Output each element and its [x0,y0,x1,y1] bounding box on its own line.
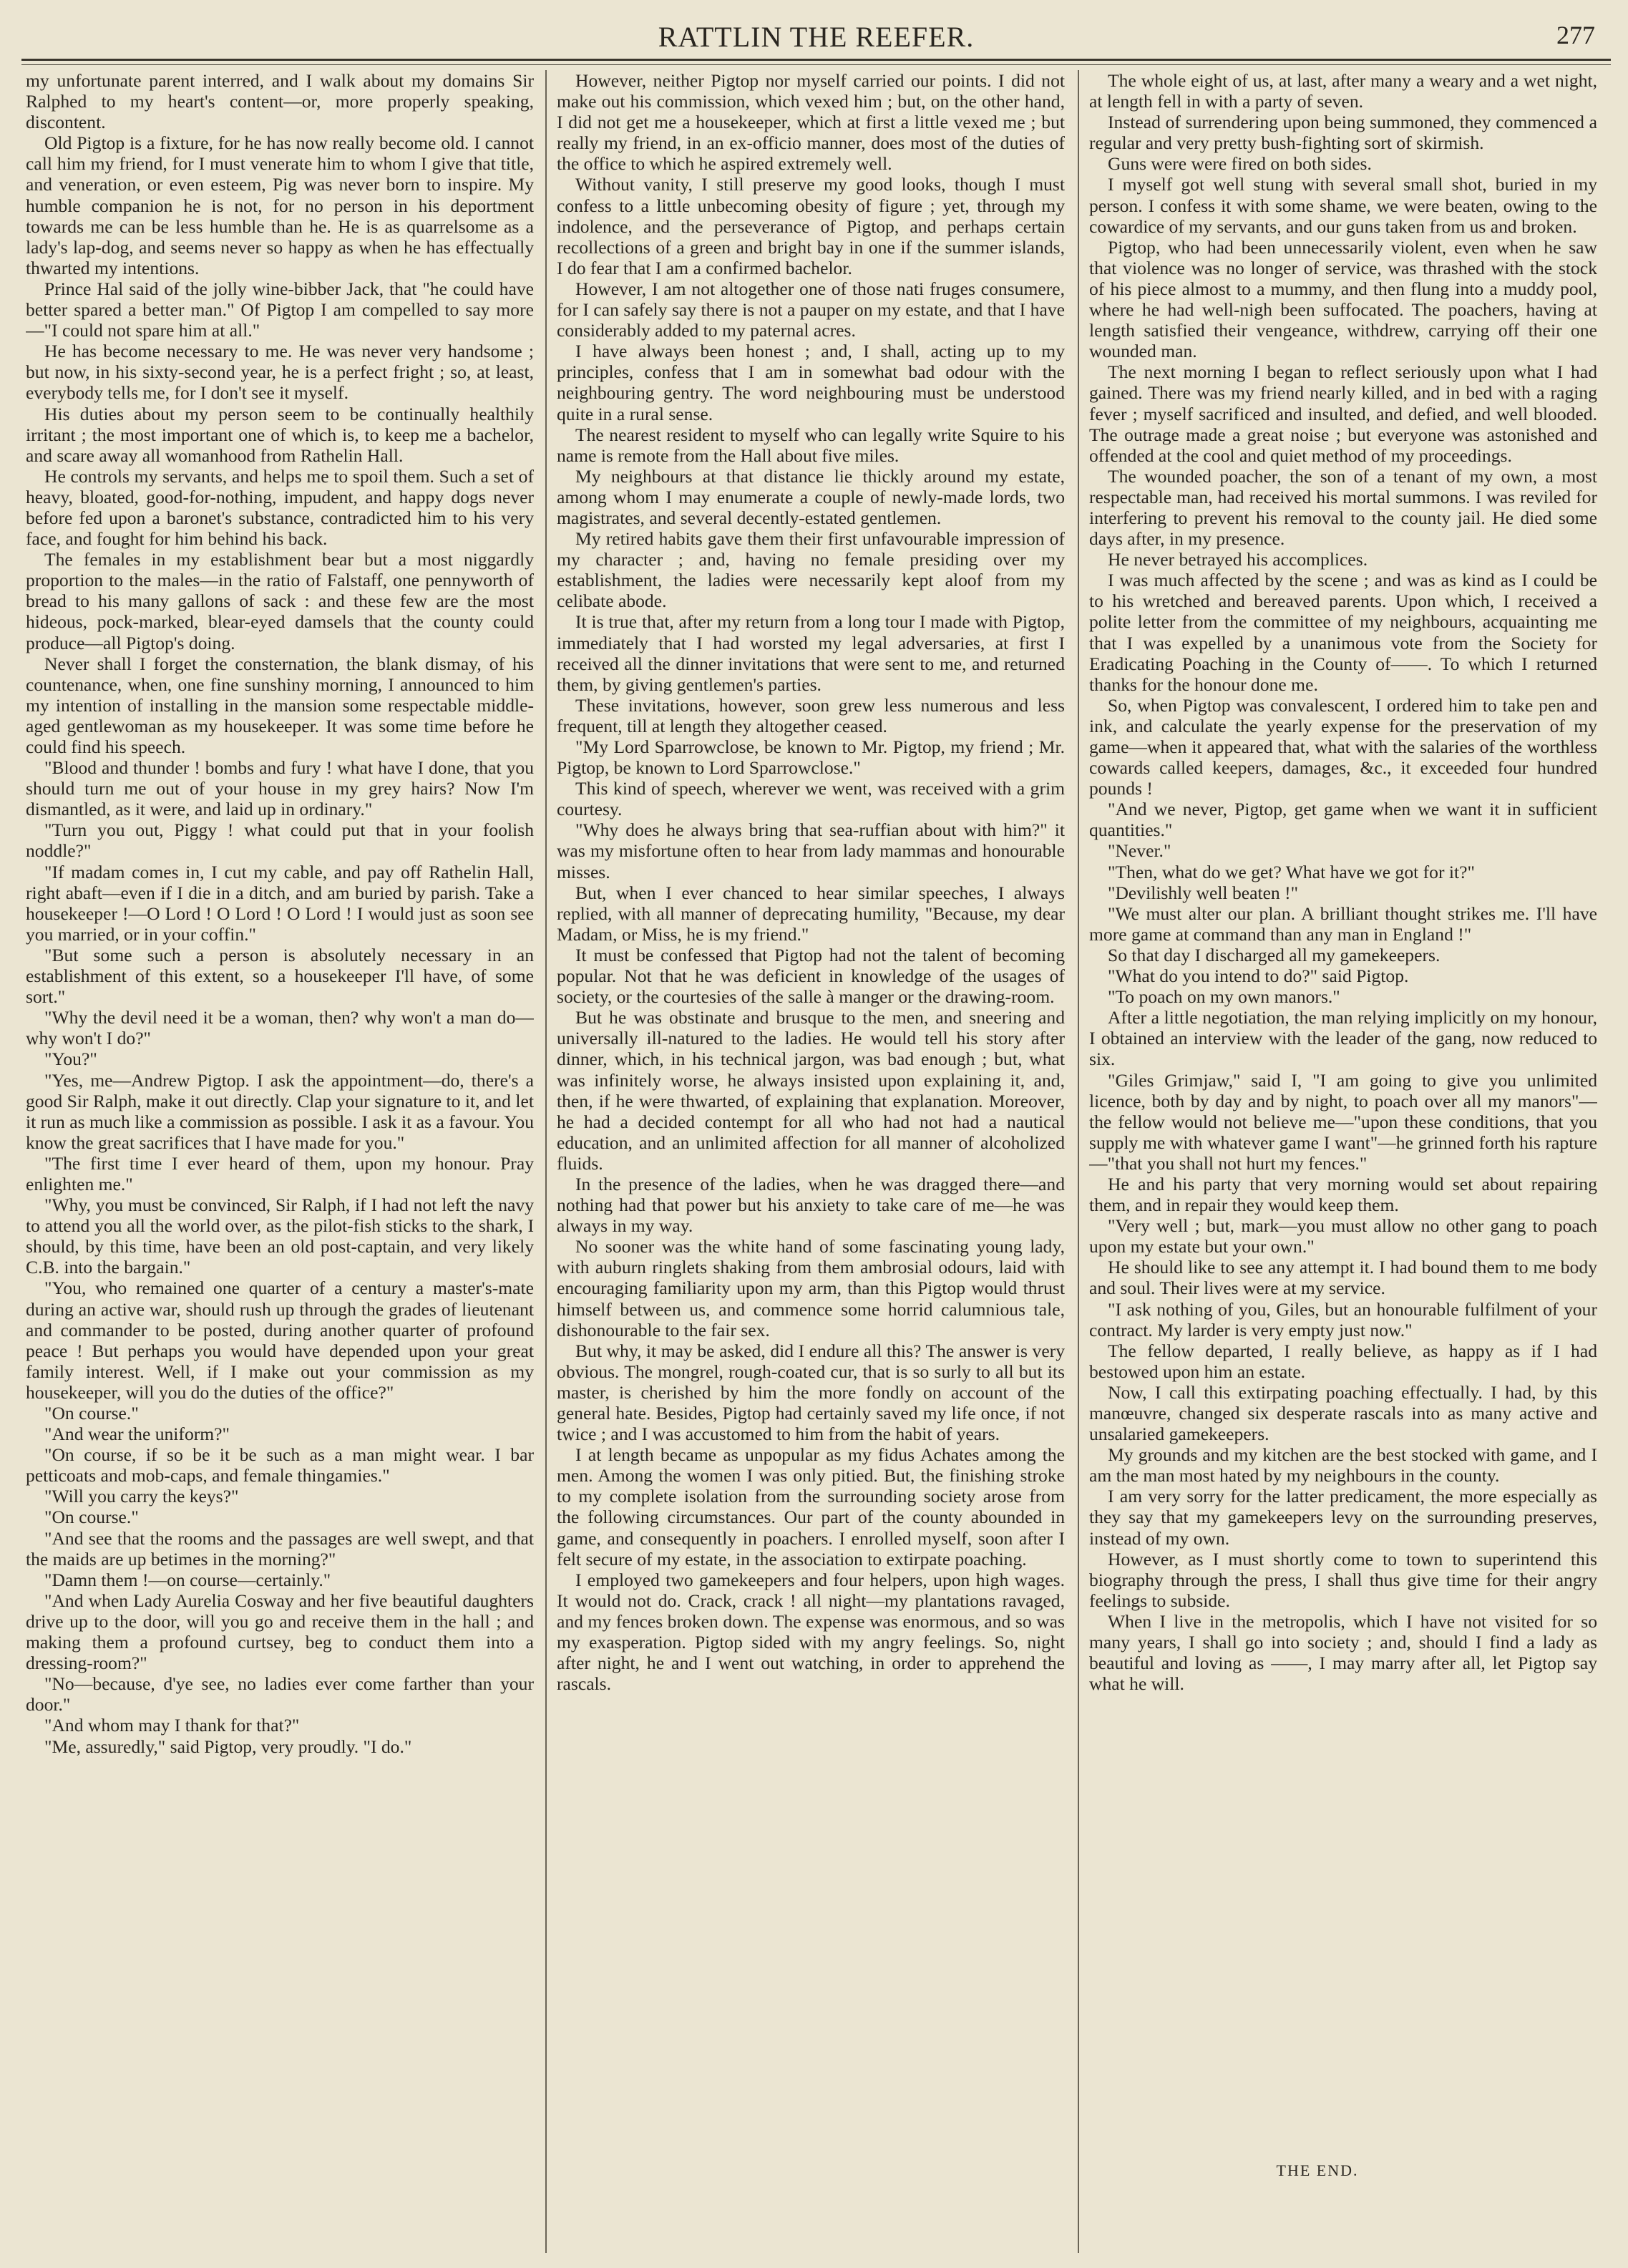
paragraph: I was much affected by the scene ; and was as kind as I could be to his wretched and bereaved parents. Upon which, I received a polite letter from the committee of my neighbours, acquainting me that I was expelled by a unanimous vote from the Society for Eradicating Poaching in the County of——. To which I returned thanks for the honour done me. [1089,570,1597,695]
column-2 [557,70,1065,2253]
paragraph: I at length became as unpopular as my fidus Achates among the men. Among the women I was only pitied. But, the finishing stroke to my complete isolation from the surrounding society arose from the following circumstances. Our part of the county abounded in game, and consequently in poachers. I enrolled myself, soon after I felt secure of my estate, in the association to extirpate poaching. [557,1444,1065,1569]
paragraph: However, neither Pigtop nor myself carried our points. I did not make out his commission, which vexed him ; but, on the other hand, I did not get me a housekeeper, which at first a little vexed me ; but really my friend, in an ex-officio manner, does most of the duties of the office to which he aspired extremely well. [557,70,1065,175]
paragraph: However, as I must shortly come to town to superintend this biography through the press, I shall thus give time for their angry feelings to subside. [1089,1548,1597,1611]
paragraph: But why, it may be asked, did I endure all this? The answer is very obvious. The mongrel, rough-coated cur, that is so surly to all but its master, is cherished by him the more fondly on account of the general hate. Besides, Pigtop had certainly saved my life once, if not twice ; and I was accustomed to him from the habit of years. [557,1340,1065,1445]
paragraph: The nearest resident to myself who can legally write Squire to his name is remote from the Hall about five miles. [557,424,1065,466]
paragraph: "Turn you out, Piggy ! what could put that in your foolish noddle?" [26,819,534,862]
paragraph: But he was obstinate and brusque to the men, and sneering and universally ill-natured to the ladies. He would tell his story after dinner, which, in his technical jargon, was bad enough ; but, what was infinitely worse, he always insisted upon explaining it, and, then, if he were thwarted, of explaining that explanation. Moreover, he had a decided contempt for all who had not had a nautical education, and an unlimited affection for all manner of alcoholized fluids. [557,1007,1065,1174]
paragraph: The next morning I began to reflect seriously upon what I had gained. There was my friend nearly killed, and in bed with a raging fever ; myself sacrificed and insulted, and defied, and well blooded. The outrage made a great noise ; but everyone was astonished and offended at the cool and quiet method of my proceedings. [1089,361,1597,466]
paragraph: The females in my establishment bear but a most niggardly proportion to the males—in the ratio of Falstaff, one pennyworth of bread to his many gallons of sack : and these few are the most hideous, pock-marked, blear-eyed damsels that the county could produce—all Pigtop's doing. [26,549,534,653]
paragraph: He has become necessary to me. He was never very handsome ; but now, in his sixty-second year, he is a perfect fright ; so, at least, everybody tells me, for I don't see it myself. [26,341,534,404]
end-mark: THE END. [1276,2161,1359,2179]
paragraph: Pigtop, who had been unnecessarily violent, even when he saw that violence was no longer of service, was thrashed with the stock of his piece almost to a mummy, and then flung into a muddy pool, where he had well-nigh been suffocated. The poachers, having at length satisfied their vengeance, withdrew, carrying off their one wounded man. [1089,236,1597,362]
paragraph: The fellow departed, I really believe, as happy as if I had bestowed upon him an estate. [1089,1340,1597,1382]
paragraph: "Never." [1108,840,1171,862]
paragraph: It must be confessed that Pigtop had not the talent of becoming popular. Not that he was deficient in knowledge of the usages of society, or the courtesies of the salle à manger or the drawing-room. [557,944,1065,1008]
paragraph: "Why, you must be convinced, Sir Ralph, if I had not left the navy to attend you all the world over, as the pilot-fish sticks to the shark, I should, by this time, have been an old post-captain, and very likely C.B. into the bargain." [26,1194,534,1278]
paragraph: But, when I ever chanced to hear similar speeches, I always replied, with all manner of deprecating humility, "Because, my dear Madam, or Miss, he is my friend." [557,882,1065,945]
paragraph: "You?" [44,1048,97,1070]
paragraph: Without vanity, I still preserve my good looks, though I must confess to a little unbecoming obesity of figure ; yet, through my indolence, and the perseverance of Pigtop, and perhaps certain recollections of a green and bright bay in one if the summer islands, I do fear that I am a confirmed bachelor. [557,174,1065,278]
paragraph: "And we never, Pigtop, get game when we want it in sufficient quantities." [1089,799,1597,841]
paragraph: "But some such a person is absolutely necessary in an establishment of this extent, so a housekeeper I'll have, of some sort." [26,944,534,1008]
paragraph: Prince Hal said of the jolly wine-bibber Jack, that "he could have better spared a better man." Of Pigtop I am compelled to say more—"I could not spare him at all." [26,278,534,341]
paragraph: Instead of surrendering upon being summoned, they commenced a regular and very pretty bush-fighting sort of skirmish. [1089,112,1597,154]
paragraph: He never betrayed his accomplices. [1108,549,1368,570]
paragraph: My retired habits gave them their first unfavourable impression of my character ; and, having no female presiding over my establishment, the ladies were necessarily kept aloof from my celibate abode. [557,528,1065,612]
page-number: 277 [1556,21,1595,49]
paragraph: "Then, what do we get? What have we got for it?" [1108,861,1475,882]
paragraph: I employed two gamekeepers and four helpers, upon high wages. It would not do. Crack, crack ! all night—my plantations ravaged, and my fences broken down. The expense was enormous, and so was my exasperation. Pigtop sided with my angry feelings. So, night after night, he and I went out watching, in order to apprehend the rascals. [557,1569,1065,1695]
paragraph: Guns were were fired on both sides. [1108,153,1372,175]
paragraph: "And when Lady Aurelia Cosway and her five beautiful daughters drive up to the door, will you go and receive them in the hall ; and making them a profound curtsey, beg to conduct them into a dressing-room?" [26,1590,534,1674]
paragraph: "No—because, d'ye see, no ladies ever come farther than your door." [26,1673,534,1715]
paragraph: "On course." [44,1403,139,1423]
text-columns [26,70,1604,2253]
paragraph: So, when Pigtop was convalescent, I ordered him to take pen and ink, and calculate the yearly expense for the preservation of my game—when it appeared that, what with the salaries of the worthless cowards called keepers, damages, &c., it exceeded four hundred pounds ! [1089,694,1597,799]
paragraph: He should like to see any attempt it. I had bound them to me body and soul. Their lives were at my service. [1089,1257,1597,1299]
paragraph: "And wear the uniform?" [44,1423,230,1445]
paragraph: This kind of speech, wherever we went, was received with a grim courtesy. [557,778,1065,820]
paragraph: "You, who remained one quarter of a century a master's-mate during an active war, should rush up through the grades of lieutenant and commander to be posted, during another quarter of profound peace ! But perhaps you would have depended upon your great family interest. Well, if I make out your commission as my housekeeper, will you do the duties of the office?" [26,1277,534,1403]
paragraph: "Why does he always bring that sea-ruffian about with him?" it was my misfortune often to hear from lady mammas and honourable misses. [557,819,1065,882]
paragraph: "Very well ; but, mark—you must allow no other gang to poach upon my estate but your own." [1089,1215,1597,1257]
paragraph: When I live in the metropolis, which I have not visited for so many years, I shall go into society ; and, should I find a lady as beautiful and loving as ——, I may marry after all, let Pigtop say what he will. [1089,1610,1597,1695]
header-rule-thin [21,64,1611,65]
paragraph: After a little negotiation, the man relying implicitly on my honour, I obtained an interview with the leader of the gang, now reduced to six. [1089,1007,1597,1070]
page-header [21,19,1611,57]
paragraph: My grounds and my kitchen are the best stocked with game, and I am the man most hated by my neighbours in the county. [1089,1444,1597,1486]
column-divider [1078,70,1079,2253]
paragraph: "Blood and thunder ! bombs and fury ! what have I done, that you should turn me out of your house in my grey hairs? Now I'm dismantled, as it were, and laid up in ordinary." [26,757,534,820]
paragraph: The whole eight of us, at last, after many a weary and a wet night, at length fell in with a party of seven. [1089,70,1597,112]
paragraph: "I ask nothing of you, Giles, but an honourable fulfilment of your contract. My larder is very empty just now." [1089,1298,1597,1340]
paragraph: These invitations, however, soon grew less numerous and less frequent, till at length they altogether ceased. [557,694,1065,736]
paragraph: "Damn them !—on course—certainly." [44,1569,331,1590]
paragraph: "If madam comes in, I cut my cable, and pay off Rathelin Hall, right abaft—even if I die in a ditch, and am buried by parish. Take a housekeeper !—O Lord ! O Lord ! O Lord ! I would just as soon see you married, or in your coffin." [26,861,534,945]
paragraph: "Why the devil need it be a woman, then? why won't a man do—why won't I do?" [26,1007,534,1049]
paragraph: In the presence of the ladies, when he was dragged there—and nothing had that power but his anxiety to take care of me—he was always in my way. [557,1173,1065,1237]
paragraph: I have always been honest ; and, I shall, acting up to my principles, confess that I am in somewhat bad odour with the neighbouring gentry. The word neighbouring must be understood quite in a rural sense. [557,341,1065,424]
running-title: RATTLIN THE REEFER. [658,21,975,53]
paragraph: "On course, if so be it be such as a man might wear. I bar petticoats and mob-caps, and female thingamies." [26,1444,534,1486]
paragraph: No sooner was the white hand of some fascinating young lady, with auburn ringlets shaking from them ambrosial odours, laid with encouraging familiarity upon my arm, than this Pigtop would thrust himself between us, and commence some horrid calumnious tale, dishonourable to the fair sex. [557,1236,1065,1340]
paragraph: "My Lord Sparrowclose, be known to Mr. Pigtop, my friend ; Mr. Pigtop, be known to Lord Sparrowclose." [557,736,1065,779]
column-1 [26,70,534,2253]
paragraph: "Yes, me—Andrew Pigtop. I ask the appointment—do, there's a good Sir Ralph, make it out directly. Clap your signature to it, and let it run as much like a commission as possible. I ask it as a favour. You know the great sacrifices that I have made for you." [26,1069,534,1153]
paragraph: However, I am not altogether one of those nati fruges consumere, for I can safely say there is not a pauper on my estate, and that I have considerably added to my paternal acres. [557,278,1065,341]
paragraph: It is true that, after my return from a long tour I made with Pigtop, immediately that I had worsted my legal adversaries, at first I received all the dinner invitations that were sent to me, and returned them, by giving gentlemen's parties. [557,611,1065,695]
paragraph: He controls my servants, and helps me to spoil them. Such a set of heavy, bloated, good-for-nothing, impudent, and happy dogs never before fed upon a baronet's substance, contradicted him to his very face, and fought for him behind his back. [26,465,534,550]
paragraph: "Giles Grimjaw," said I, "I am going to give you unlimited licence, both by day and by night, to poach over all my manors"—the fellow would not believe me—"upon these conditions, that you supply me with whatever game I want"—he grinned forth his rapture—"that you shall not hurt my fences." [1089,1069,1597,1174]
paragraph: "We must alter our plan. A brilliant thought strikes me. I'll have more game at command than any man in England !" [1089,902,1597,945]
header-rule [21,59,1611,61]
paragraph: I am very sorry for the latter predicament, the more especially as they say that my gamekeepers levy on the surrounding preserves, instead of my own. [1089,1486,1597,1549]
paragraph: I myself got well stung with several small shot, buried in my person. I confess it with some shame, we were beaten, owing to the cowardice of my servants, and our guns taken from us and broken. [1089,174,1597,237]
paragraph: "And whom may I thank for that?" [44,1715,300,1736]
paragraph: Never shall I forget the consternation, the blank dismay, of his countenance, when, one fine sunshiny morning, I announced to him my intention of installing in the mansion some respectable middle-aged gentlewoman as my housekeeper. It was some time before he could find his speech. [26,653,534,757]
paragraph: "Devilishly well beaten !" [1108,882,1299,903]
paragraph: The wounded poacher, the son of a tenant of my own, a most respectable man, had received his mortal summons. I was reviled for interfering to prevent his removal to the county jail. He died some days after, in my presence. [1089,465,1597,550]
column-3 [1089,70,1597,2253]
paragraph: "Will you carry the keys?" [44,1486,239,1507]
paragraph: Old Pigtop is a fixture, for he has now really become old. I cannot call him my friend, for I must venerate him to whom I give that title, and veneration, or even esteem, Pig was never born to inspire. My humble companion he is not, for no person in his deportment towards me can be less humble than he. He is as quarrelsome as a lady's lap-dog, and seems never so happy as when he has effectually thwarted my intentions. [26,132,534,278]
paragraph: Now, I call this extirpating poaching effectually. I had, by this manœuvre, changed six desperate rascals into as many active and unsalaried gamekeepers. [1089,1381,1597,1445]
paragraph: He and his party that very morning would set about repairing them, and in repair they would keep them. [1089,1173,1597,1216]
paragraph: "To poach on my own manors." [1108,986,1340,1008]
column-divider [545,70,547,2253]
paragraph: My neighbours at that distance lie thickly around my estate, among whom I may enumerate a couple of newly-made lords, two magistrates, and several decently-estated gentlemen. [557,465,1065,528]
paragraph: "And see that the rooms and the passages are well swept, and that the maids are up betimes in the morning?" [26,1527,534,1569]
paragraph: "On course." [44,1507,139,1528]
paragraph: So that day I discharged all my gamekeepers. [1108,944,1441,965]
paragraph: "The first time I ever heard of them, upon my honour. Pray enlighten me." [26,1152,534,1194]
paragraph: my unfortunate parent interred, and I walk about my domains Sir Ralphed to my heart's content—or, more properly speaking, discontent. [26,70,534,133]
paragraph: "What do you intend to do?" said Pigtop. [1108,965,1409,987]
paragraph: "Me, assuredly," said Pigtop, very proudly. "I do." [44,1736,412,1757]
paragraph: His duties about my person seem to be continually healthily irritant ; the most important one of which is, to keep me a bachelor, and scare away all womanhood from Rathelin Hall. [26,403,534,466]
